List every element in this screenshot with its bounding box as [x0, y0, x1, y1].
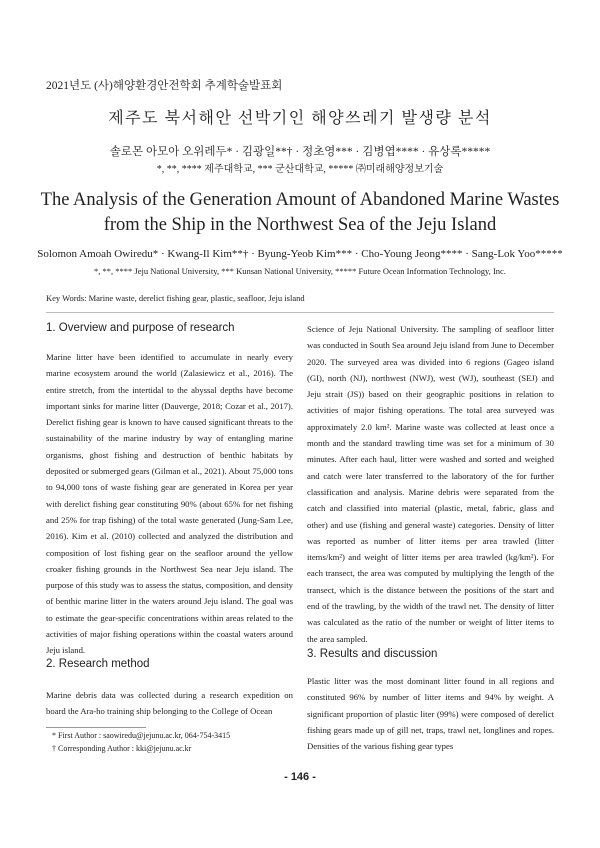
section-1-body: Marine litter have been identified to accumulate in nearly every marine ecosystem around the world (Zalasiewicz et al., 2016). The entire stretch, from the intertidal to the abyssal depths have become important sinks for marine litter (Dauverge, 2018; Cozar et al., 2017). Derelict fishing gear is known to have caused significant threats to the sustainability of the marine industry by way of entangling marine organisms, ghost fishing and destruction of benthic habitats by deposited or submerged gears (Gilman et al., 2021). About 75,000 tons to 94,000 tons of waste fishing gear are generated in Korea per year with derelict fishing gear constituting 90% (about 65% for net fishing and 25% for trap fishing) of the total waste generated (Jung-Sam Lee, 2016). Kim et al. (2010) collected and analyzed the distribution and composition of lost fishing gear on the seafloor around the yellow croaker fishing grounds in the Northwest Sea near Jeju island. The purpose of this study was to assess the status, composition, and density of benthic marine litter in the waters around Jeju island. The goal was to estimate the gear-specific concentrations within areas related to the activities of major fishing operations within the coastal waters around Jeju island.	[46, 352, 293, 656]
korean-title: 제주도 북서해안 선박기인 해양쓰레기 발생량 분석	[108, 110, 492, 127]
conference-header: 2021년도 (사)해양환경안전학회 추계학술발표회	[46, 80, 283, 92]
section-1-heading: 1. Overview and purpose of research	[46, 322, 235, 334]
footnote-first-author: * First Author : saowiredu@jejunu.ac.kr, 064-754-3415	[52, 731, 231, 740]
korean-affiliations: *, **, **** 제주대학교, *** 군산대학교, ***** ㈜미래해양정보기술	[156, 164, 444, 175]
section-2-body: Marine debris data was collected during a research expedition on board the Ara-ho training ship belonging to the College of Ocean	[46, 690, 293, 717]
keywords: Key Words: Marine waste, derelict fishing gear, plastic, seafloor, Jeju island	[46, 293, 305, 303]
english-affiliations: *, **, **** Jeju National University, *** Kunsan National University, ***** Future Ocean Information Technology, Inc.	[94, 266, 506, 276]
footnote-divider	[46, 727, 146, 728]
section-2-heading: 2. Research method	[46, 658, 150, 670]
korean-authors: 솔로몬 아모아 오위레두* · 김광일**† · 정초영*** · 김병엽**** · 유상록*****	[109, 146, 491, 158]
english-authors: Solomon Amoah Owiredu* · Kwang-Il Kim**† · Byung-Yeob Kim*** · Cho-Young Jeong**** · Sang-Lok Yoo*****	[37, 248, 563, 260]
page-number: - 146 -	[284, 771, 316, 783]
header-divider	[46, 312, 554, 313]
section-2-body-continued: Science of Jeju National University. The sampling of seafloor litter was conducted in South Sea around Jeju island from June to December 2020. The surveyed area was divided into 6 regions (Gageo island (GI), north (NJ), northwest (NWJ), west (WJ), southeast (SEJ) and Jeju strait (JS)) based on their geographic positions in relation to activities of major fishing operations. The total area surveyed was approximately 2.0 km². Marine waste was collected at least once a month and the standard trawling time was set for a minimum of 30 minutes. After each haul, litter were washed and sorted and weighed and catch were later transferred to the laboratory of the for further classification and analysis. Marine debris were separated from the catch and classified into material (plastic, metal, fabric, glass and other) and use (fishing and general waste) categories. Density of litter was reported as number of litter items per area trawled (litter items/km²) and weight of litter items per area trawled (kg/km²). For each transect, the area was computed by multiplying the length of the transect, which is the distance between the positions of the start and end of the trawling, by the width of the trawl net. The density of litter was calculated as the ratio of the number or weight of litter items to the area sampled.	[307, 324, 554, 644]
section-3-body: Plastic litter was the most dominant litter found in all regions and constituted 96% by number of litter items and 94% by weight. A significant proportion of plastic liter (99%) were composed of derelict fishing gears made up of gill net, traps, trawl net, longlines and ropes. Densities of the various fishing gear types	[307, 676, 554, 752]
english-title: The Analysis of the Generation Amount of Abandoned Marine Wastes from the Ship in the Northwest Sea of the Jeju Island	[40, 190, 560, 235]
footnote-corresponding-author: † Corresponding Author : kki@jejunu.ac.kr	[52, 744, 192, 753]
section-3-heading: 3. Results and discussion	[307, 648, 438, 660]
